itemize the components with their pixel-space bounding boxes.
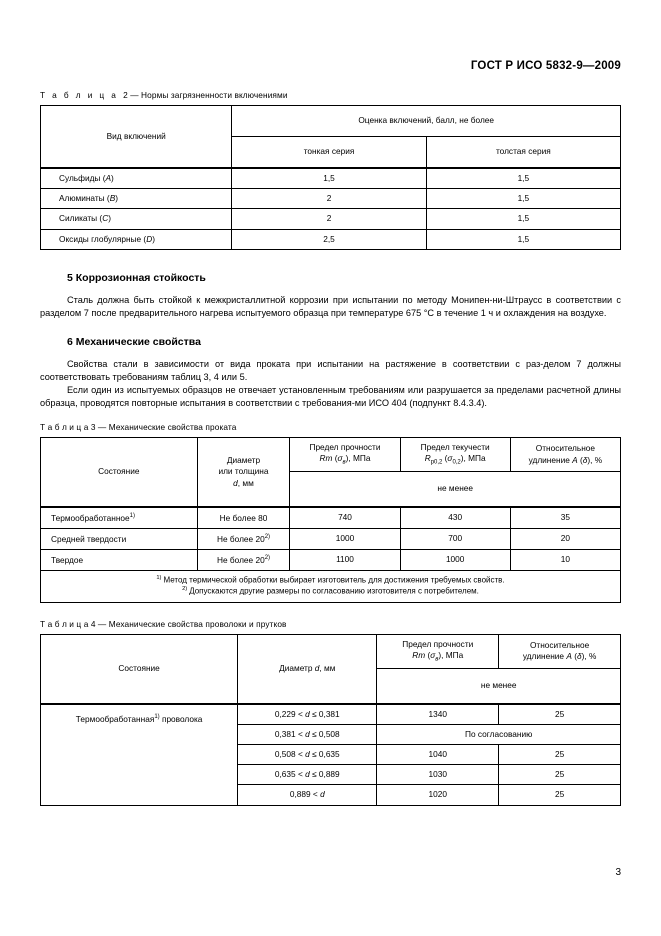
- table3-caption: Т а б л и ц а 3 — Механические свойства проката: [40, 422, 237, 433]
- table-row: [41, 209, 621, 229]
- table4-tensile-sigma: σ: [430, 649, 436, 660]
- table2-caption-number: 2: [123, 90, 128, 100]
- table2-cell-thick: 1,5: [426, 168, 620, 189]
- table3-header-elongation: Относительное удлинение A (δ), %: [510, 438, 620, 472]
- table3-footnotes-row: [41, 570, 621, 602]
- table2-kind-paren: ): [152, 233, 155, 244]
- table3-footnote-2: [45, 586, 616, 597]
- table4-tensile-line1: Предел прочности: [402, 638, 474, 649]
- table4-cell-diameter: [238, 704, 377, 725]
- table3-footnote-1-text: Метод термической обработки выбирает изготовитель для достижения требуемых свойств.: [163, 575, 505, 585]
- table4-cell-rm: 1040: [377, 745, 499, 765]
- table4-tensile-unit: ), МПа: [438, 649, 464, 660]
- table2-cell-thick: 1,5: [426, 189, 620, 209]
- table2-cell-kind: [41, 168, 232, 189]
- table2-kind-paren: ): [115, 193, 119, 204]
- table-row: [41, 189, 621, 209]
- table3-footnote-1-marker: 1): [156, 574, 162, 581]
- table4-header-row-1: [41, 634, 621, 668]
- table-row: [41, 229, 621, 249]
- table4-diameter-symbol: d: [314, 663, 320, 674]
- table4-caption: Т а б л и ц а 4 — Механические свойства проволоки и прутков: [40, 618, 287, 629]
- table4-cell-rm: 1340: [377, 704, 499, 725]
- table2-header-kind: Вид включений: [41, 106, 232, 169]
- table4-state-text: Термообработанная: [75, 713, 155, 724]
- table3-cell-state: [41, 528, 198, 549]
- table4-cell-rm: 1020: [377, 785, 499, 805]
- table2-kind-letter: C: [102, 213, 109, 224]
- table4-d-low: 0,635 <: [274, 769, 306, 780]
- table4-cell-elongation: 25: [499, 765, 621, 785]
- table4-cell-elongation: 25: [499, 745, 621, 765]
- table4-d-low: 0,229 <: [274, 708, 306, 719]
- table3-diameter-line1: Диаметр: [226, 455, 261, 466]
- table3-diameter-footnote-marker: 2): [264, 554, 270, 561]
- table3-diameter-footnote-marker: 2): [264, 533, 270, 540]
- table2-kind-text: Алюминаты (: [59, 193, 110, 204]
- table4-elong-delta: δ: [576, 651, 582, 662]
- table3-elong-unit: ), %: [587, 454, 603, 465]
- section-5-paragraph: Сталь должна быть стойкой к межкристаллитной коррозии при испытании по методу Монипен-ни-Штраусс в соответствии с разделом 7 после предварительного нагрева испытуемого образца при температуре 675 °С в течение 1 ч и охлаждения на воздухе.: [40, 294, 621, 318]
- table4-diameter-text: Диаметр: [279, 663, 315, 674]
- table4-d-low: 0,508 <: [274, 749, 306, 760]
- table4-state-text-end: проволока: [159, 713, 203, 724]
- table4-d-high: ≤ 0,889: [309, 769, 340, 780]
- table3-footnotes: [41, 570, 621, 602]
- table-row: [41, 704, 621, 725]
- table2-cell-thick: 1,5: [426, 209, 620, 229]
- table3-cell-rm: 1000: [290, 528, 400, 549]
- table3-elong-line2: удлинение: [528, 454, 570, 465]
- table4-diameter-unit: , мм: [319, 663, 336, 674]
- table3-yield-symbol-sub: p0,2: [430, 459, 443, 466]
- table2-header-thin-series: тонкая серия: [232, 137, 426, 169]
- table3-tensile-sigma-sub: в: [342, 459, 346, 466]
- table4-cell-by-agreement: По согласованию: [377, 724, 621, 744]
- table2-header-thick-series: толстая серия: [426, 137, 620, 169]
- table4-tensile-sigma-sub: в: [435, 656, 439, 663]
- table4-d-symbol: d: [305, 708, 310, 719]
- table4-elong-symbol: A: [566, 651, 572, 662]
- table3-header-diameter: [197, 438, 290, 507]
- table3-elong-line1: Относительное: [535, 443, 596, 454]
- table3-state-text: Термообработанное: [51, 512, 130, 523]
- section-5-title: 5 Коррозионная стойкость: [67, 271, 206, 284]
- table3-cell-rm: 740: [290, 507, 400, 528]
- table-4-mechanical-properties-wire-bars: [40, 634, 621, 806]
- table2-kind-letter: B: [109, 193, 116, 204]
- table3-tensile-line1: Предел прочности: [309, 442, 381, 453]
- table4-header-diameter: [238, 634, 377, 703]
- table4-d-low: 0,889 <: [289, 789, 321, 800]
- table2-kind-text: Оксиды глобулярные (: [59, 233, 147, 244]
- table3-header-not-less: не менее: [290, 472, 621, 508]
- table-2-inclusion-contamination: [40, 105, 621, 250]
- table3-state-text: Твердое: [51, 554, 84, 565]
- table2-kind-letter: D: [146, 233, 153, 244]
- table4-elong-line2: удлинение: [522, 651, 565, 662]
- table3-header-tensile-strength: Предел прочности Rm $(\sigma_в)$, МПа: [290, 438, 400, 472]
- table-row: [41, 528, 621, 549]
- table3-cell-diameter: [197, 528, 290, 549]
- table2-cell-thin: 2,5: [232, 229, 426, 249]
- table4-d-high: ≤ 0,635: [309, 749, 340, 760]
- table2-cell-kind: [41, 189, 232, 209]
- table2-cell-thin: 2: [232, 189, 426, 209]
- table3-cell-elongation: 10: [510, 549, 620, 570]
- table3-cell-elongation: 35: [510, 507, 620, 528]
- table4-elong-unit: ), %: [581, 651, 597, 662]
- table3-diameter-text: Не более 20: [216, 533, 265, 544]
- table2-cell-thin: 1,5: [232, 168, 426, 189]
- table3-diameter-text: Не более 20: [216, 554, 265, 565]
- table4-d-high: ≤ 0,508: [309, 728, 340, 739]
- table4-header-tensile-strength: Предел прочности Rm $(\sigma_в)$, МПа: [377, 634, 499, 668]
- table-3-mechanical-properties-rolled: [40, 437, 621, 603]
- table3-state-text: Средней твердости: [51, 533, 127, 544]
- table3-cell-state: [41, 507, 198, 528]
- table2-cell-thick: 1,5: [426, 229, 620, 249]
- table4-tensile-symbol: Rm: [412, 649, 426, 660]
- page-content: [40, 90, 621, 806]
- table4-header-state: Состояние: [41, 634, 238, 703]
- table-row: [41, 168, 621, 189]
- table3-cell-rp: 1000: [400, 549, 510, 570]
- table-row: [41, 549, 621, 570]
- table-row: [41, 507, 621, 528]
- table2-header-group: Оценка включений, балл, не более: [232, 106, 621, 137]
- table4-cell-elongation: 25: [499, 704, 621, 725]
- table4-d-symbol: d: [320, 789, 325, 800]
- table4-d-symbol: d: [305, 749, 310, 760]
- table3-footnote-2-text: Допускаются другие размеры по согласованию изготовителя с потребителем.: [189, 586, 479, 596]
- table4-cell-diameter: [238, 765, 377, 785]
- table3-yield-sigma: σ: [447, 453, 453, 464]
- table3-yield-line1: Предел текучести: [420, 442, 490, 453]
- table2-kind-paren: ): [108, 213, 111, 224]
- table2-kind-letter: A: [105, 173, 112, 183]
- table3-tensile-symbol: Rm: [319, 453, 333, 464]
- table2-kind-text: Силикаты (: [59, 213, 103, 224]
- table3-diameter-symbol: d: [233, 477, 238, 488]
- table4-d-low: 0,381 <: [274, 728, 306, 739]
- table2-kind-text: Сульфиды (: [59, 173, 106, 183]
- table3-header-state: Состояние: [41, 438, 198, 507]
- table2-cell-kind: [41, 229, 232, 249]
- table3-cell-diameter: [197, 507, 290, 528]
- table4-cell-diameter: [238, 785, 377, 805]
- table4-d-symbol: d: [305, 728, 310, 739]
- table3-cell-rm: 1100: [290, 549, 400, 570]
- table3-cell-state: [41, 549, 198, 570]
- table3-cell-rp: 700: [400, 528, 510, 549]
- table3-diameter-line2: или толщина: [218, 466, 269, 477]
- table2-caption: [40, 90, 621, 100]
- table3-tensile-unit: ), МПа: [345, 453, 371, 464]
- table4-elong-line1: Относительное: [529, 640, 590, 651]
- table3-header-row-1: [41, 438, 621, 472]
- table3-yield-sigma-sub: 0,2: [452, 459, 461, 466]
- section-6-title: 6 Механические свойства: [67, 335, 201, 348]
- table3-header-yield-strength: Предел текучести $R_{p0,2}$ $(\sigma_{0,2})$, МПа: [400, 438, 510, 472]
- table4-header-elongation: Относительное удлинение A (δ), %: [499, 634, 621, 668]
- table3-diameter-unit: , мм: [237, 477, 254, 488]
- table2-cell-thin: 2: [232, 209, 426, 229]
- table2-cell-kind: [41, 209, 232, 229]
- table3-yield-unit: ), МПа: [460, 453, 486, 464]
- table4-cell-state: [41, 704, 238, 805]
- table4-cell-diameter: [238, 745, 377, 765]
- table3-cell-elongation: 20: [510, 528, 620, 549]
- section-6-paragraph-2: Если один из испытуемых образцов не отвечает установленным требованиям или разрушается за пределами расчетной длины образца, проводятся повторные испытания в соответствии с требования-ми ИСО 404 (подпункт 8.4.3.4).: [40, 385, 621, 409]
- table4-cell-rm: 1030: [377, 765, 499, 785]
- table4-d-high: ≤ 0,381: [309, 708, 340, 719]
- document-header-standard-number: ГОСТ Р ИСО 5832-9—2009: [470, 60, 621, 72]
- table3-elong-delta: δ: [582, 454, 588, 465]
- table3-tensile-sigma: σ: [337, 453, 343, 464]
- table4-cell-diameter: [238, 724, 377, 744]
- table4-state-footnote-marker: 1): [154, 713, 160, 720]
- table4-header-not-less: не менее: [377, 668, 621, 704]
- table3-footnote-1: [45, 575, 616, 586]
- table3-cell-rp: 430: [400, 507, 510, 528]
- table4-cell-elongation: 25: [499, 785, 621, 805]
- section-6-paragraph-1: Свойства стали в зависимости от вида проката при испытании на растяжение в соответствии с раз-делом 7 должны соответствовать требованиям таблиц 3, 4 или 5.: [40, 358, 621, 382]
- table3-yield-symbol: R: [424, 453, 431, 464]
- table2-kind-paren: ): [111, 173, 114, 183]
- table3-elong-symbol: A: [572, 454, 578, 465]
- table3-footnote-2-marker: 2): [182, 586, 188, 593]
- table2-caption-label: Т а б л и ц а: [40, 90, 119, 100]
- table2-caption-text: — Нормы загрязненности включениями: [130, 90, 288, 100]
- table3-cell-diameter: [197, 549, 290, 570]
- table3-diameter-text: Не более 80: [219, 512, 268, 523]
- page-number: 3: [615, 867, 621, 878]
- table2-header-row-1: [41, 106, 621, 137]
- table3-state-footnote-marker: 1): [129, 513, 135, 520]
- table4-d-symbol: d: [305, 769, 310, 780]
